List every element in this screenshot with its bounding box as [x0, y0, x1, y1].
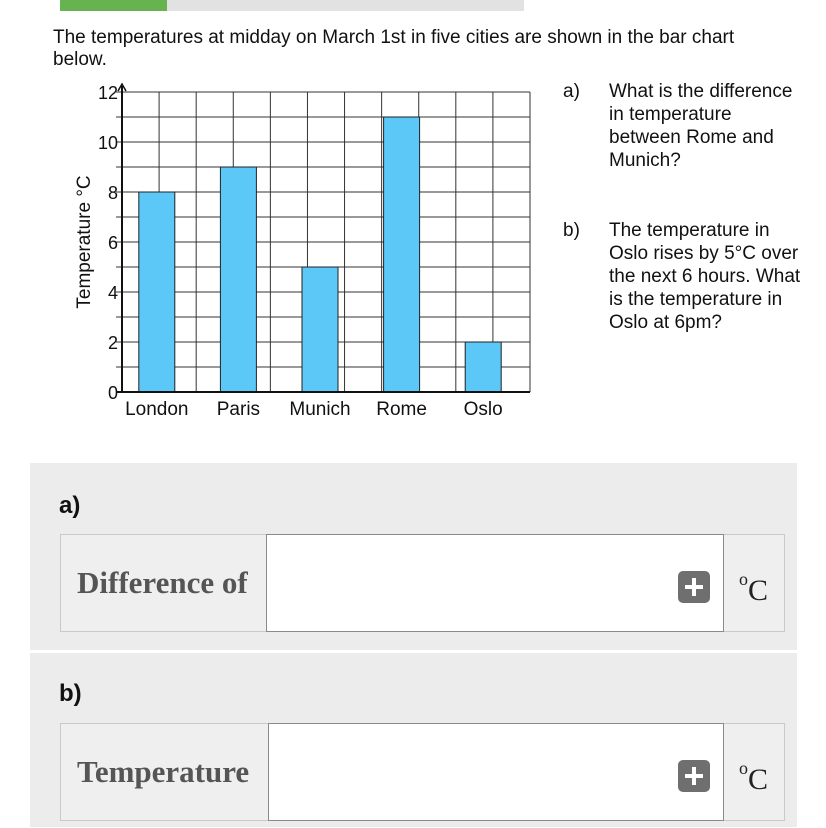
- question-intro: The temperatures at midday on March 1st in five cities are shown in the bar chart below.: [53, 27, 735, 70]
- unit-letter: C: [748, 763, 769, 796]
- unit-letter: C: [748, 574, 769, 607]
- add-symbol-button-b[interactable]: [678, 760, 710, 792]
- degree-symbol: o: [739, 758, 748, 778]
- answer-panel-b: [30, 653, 797, 827]
- y-tick-label: 2: [107, 333, 118, 353]
- part-b-label: b): [59, 680, 82, 707]
- progress-fill: [60, 0, 167, 11]
- bar-munich: [302, 267, 338, 392]
- y-tick-label: 4: [107, 283, 118, 303]
- chart-x-labels: [125, 399, 503, 420]
- chart-y-ticks: [98, 83, 118, 403]
- question-a-label: a): [563, 81, 580, 102]
- x-label-oslo: Oslo: [463, 399, 503, 420]
- x-label-london: London: [125, 399, 189, 420]
- chart-y-axis-label: Temperature °C: [74, 175, 95, 309]
- question-b-label: b): [563, 220, 580, 241]
- unit-label-a: [739, 535, 768, 631]
- x-label-munich: Munich: [289, 399, 351, 420]
- chart-bars: [139, 117, 501, 392]
- question-list: [563, 80, 803, 334]
- question-a-text: What is the difference in temperature between Rome and Munich?: [609, 81, 793, 171]
- degree-symbol: o: [739, 569, 748, 589]
- bar-oslo: [465, 342, 501, 392]
- temperature-bar-chart: [60, 80, 540, 430]
- y-tick-label: 8: [107, 183, 118, 203]
- temperature-label: Temperature: [77, 754, 250, 789]
- add-symbol-button-a[interactable]: [678, 571, 710, 603]
- y-tick-label: 10: [97, 133, 118, 153]
- question-b-text: The temperature in Oslo rises by 5°C over the next 6 hours. What is the temperature in Oslo at 6pm?: [609, 220, 801, 333]
- question-a: [563, 80, 803, 172]
- answer-row-a: [60, 534, 785, 632]
- answer-panel-a: [30, 463, 797, 650]
- unit-label-b: [739, 724, 768, 820]
- y-tick-label: 6: [107, 233, 118, 253]
- difference-input[interactable]: [266, 534, 724, 632]
- y-tick-label: 0: [107, 383, 118, 403]
- progress-bar: [60, 0, 524, 11]
- x-label-rome: Rome: [376, 399, 427, 420]
- bar-rome: [384, 117, 420, 392]
- question-b: [563, 219, 803, 334]
- difference-label: Difference of: [77, 565, 248, 600]
- y-tick-label: 12: [97, 83, 118, 103]
- part-a-label: a): [59, 492, 81, 519]
- x-label-paris: Paris: [216, 399, 261, 420]
- bar-london: [139, 192, 175, 392]
- answer-row-b: [60, 723, 785, 821]
- bar-paris: [220, 167, 256, 392]
- temperature-input[interactable]: [268, 723, 724, 821]
